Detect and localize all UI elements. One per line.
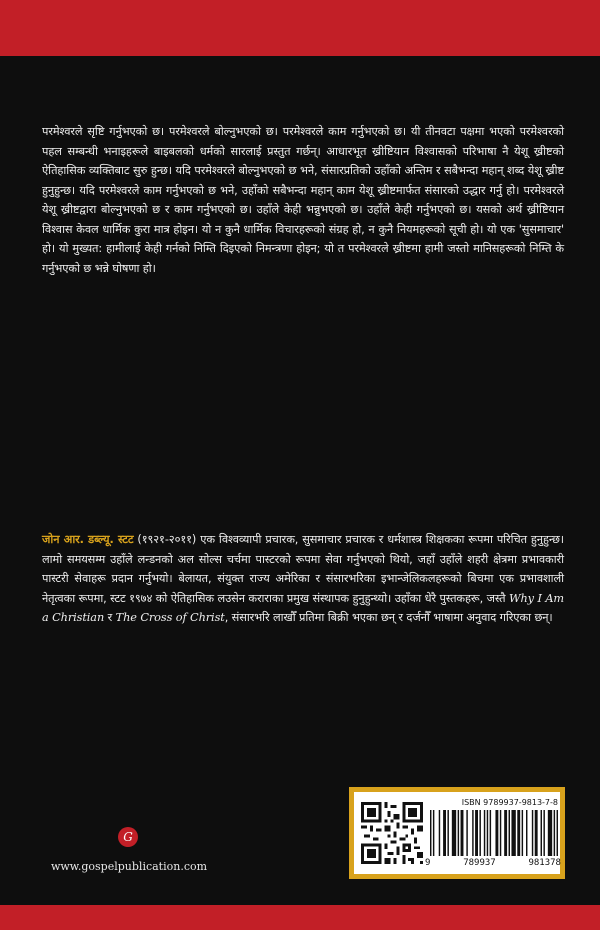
barcode-bar bbox=[543, 810, 544, 856]
barcode-bar bbox=[522, 810, 523, 856]
author-bio bbox=[42, 530, 564, 628]
author-bio-text-1: (१९२१-२०११) एक विश्वव्यापी प्रचारक, सुसमाचार प्रचारक र धर्मशास्त्र शिक्षकका रूपमा परिचित हुनुहुन्छ। लामो समयसम्म उहाँले लन्डनको अल सोल्स चर्चमा पास्टरको रूपमा सेवा गर्नुभएको थियो, जहाँ उहाँले शहरी क्षेत्रमा प्रभावकारी पास्टरी सेवाहरू प्रदान गर्नुभयो। बेलायत, संयुक्त राज्य अमेरिका र संसारभरिका इभान्जेलिकलहरूको बिचमा एक प्रभावशाली नेतृत्वका रूपमा, स्टट १९७४ को ऐतिहासिक लउसेन कराराका प्रमुख संस्थापक हुनुहुन्थ्यो। उहाँका धेरै पुस्तकहरू, जस्तै bbox=[42, 533, 564, 605]
barcode-bar bbox=[475, 810, 478, 856]
barcode-bar bbox=[484, 810, 485, 856]
barcode-icon bbox=[430, 810, 558, 856]
barcode-bar bbox=[430, 810, 431, 856]
barcode-bar bbox=[490, 810, 491, 856]
barcode-bar bbox=[548, 810, 552, 856]
barcode-bar bbox=[458, 810, 459, 856]
isbn-barcode-panel bbox=[349, 787, 565, 879]
barcode-digits bbox=[425, 858, 561, 868]
barcode-bar bbox=[472, 810, 473, 856]
barcode-bar bbox=[554, 810, 555, 856]
barcode-bar bbox=[517, 810, 520, 856]
isbn-label: ISBN 9789937-9813-7-8 bbox=[461, 798, 558, 807]
barcode-bar bbox=[511, 810, 515, 856]
publisher-website: www.gospelpublication.com bbox=[50, 860, 208, 873]
barcode-bar bbox=[509, 810, 510, 856]
barcode-bar bbox=[439, 810, 440, 856]
barcode-bar bbox=[504, 810, 507, 856]
barcode-bar bbox=[466, 810, 467, 856]
author-name: जोन आर. डब्ल्यू. स्टट bbox=[42, 533, 134, 546]
barcode-digit-group: 9 bbox=[425, 858, 431, 868]
author-bio-text-2: , संसारभरि लाखौँ प्रतिमा बिक्री भएका छन् र दर्जनौँ भाषामा अनुवाद गरिएका छन्। bbox=[224, 611, 553, 624]
bottom-red-band bbox=[0, 905, 600, 930]
barcode-bar bbox=[535, 810, 538, 856]
barcode-bar bbox=[452, 810, 456, 856]
barcode-digit-group: 789937 bbox=[463, 858, 496, 868]
barcode-bar bbox=[541, 810, 542, 856]
author-bio-conjunction: र bbox=[104, 611, 116, 624]
barcode-bar bbox=[447, 810, 448, 856]
top-red-band bbox=[0, 0, 600, 56]
barcode-bar bbox=[557, 810, 558, 856]
barcode-digit-group: 981378 bbox=[528, 858, 561, 868]
barcode-bar bbox=[487, 810, 488, 856]
barcode-bar bbox=[443, 810, 446, 856]
barcode-bar bbox=[495, 810, 498, 856]
barcode-bar bbox=[433, 810, 434, 856]
barcode-bar bbox=[532, 810, 533, 856]
barcode-bar bbox=[500, 810, 501, 856]
barcode-bar bbox=[479, 810, 480, 856]
book-title-2: The Cross of Christ bbox=[115, 611, 225, 624]
book-title-1: Why I Am a Christian bbox=[42, 591, 565, 624]
publisher-logo-icon: G bbox=[118, 827, 138, 847]
barcode-bar bbox=[526, 810, 527, 856]
qr-code-icon bbox=[361, 802, 423, 864]
back-cover-blurb: परमेश्वरले सृष्टि गर्नुभएको छ। परमेश्वरले बोल्नुभएको छ। परमेश्वरले काम गर्नुभएको छ। यी तीनवटा पक्षमा भएको परमेश्वरको पहल सम्बन्धी भनाइहरूले बाइबलको धर्मको सारलाई प्रस्तुत गर्छन्। आधारभूत ख्रीष्टियान विश्वासको परिभाषा नै येशू ख्रीष्टको ऐतिहासिक व्यक्तिबाट सुरु हुन्छ। यदि परमेश्वरले बोल्नुभएको छ भने, संसारप्रतिको उहाँको अन्तिम र सबैभन्दा महान् शब्द येशू ख्रीष्ट हुनुहुन्छ। यदि परमेश्वरले काम गर्नुभएको छ भने, उहाँको सबैभन्दा महान् काम येशू ख्रीष्टमार्फत संसारको उद्धार गर्नु हो। परमेश्वरले येशू ख्रीष्टद्वारा बोल्नुभएको छ र काम गर्नुभएको छ। उहाँले केही भन्नुभएको छ। उहाँले केही गर्नुभएको छ। यसको अर्थ ख्रीष्टियान विश्वास केवल धार्मिक कुरा मात्र होइन। यो न कुनै धार्मिक विचारहरूको संग्रह हो, न कुनै नियमहरूको सूची हो। यो एक 'सुसमाचार' हो। यो मुख्यत: हामीलाई केही गर्नको निम्ति दिइएको निमन्त्रणा होइन; यो त परमेश्वरले ख्रीष्टमा हामी जस्तो मानिसहरूको निम्ति के गर्नुभएको छ भन्ने घोषणा हो। bbox=[42, 125, 564, 275]
barcode-bar bbox=[461, 810, 464, 856]
